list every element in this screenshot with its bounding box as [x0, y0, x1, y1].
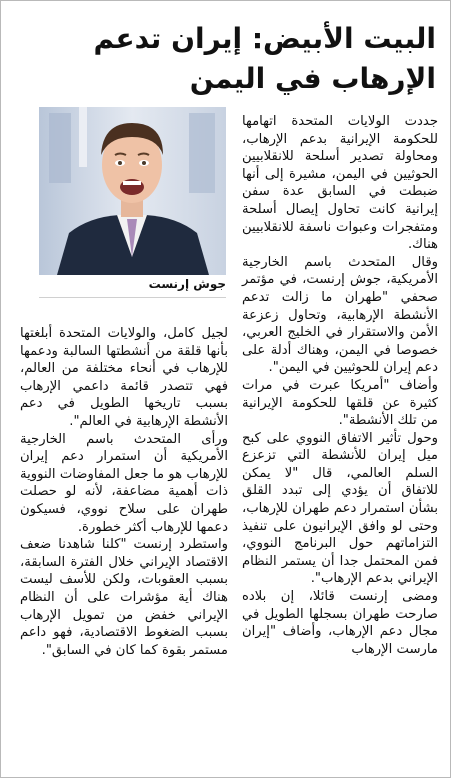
paragraph: لجيل كامل، والولايات المتحدة أبلغتها بأنها قلقة من أنشطتها السالبة ودعمها للإرهاب في أنحاء مختلفة من العالم، فهي تتصدر قائمة داعمي الإرهاب بسبب تاريخها الطويل في دعم الأنشطة الإرهابية في العالم". [20, 326, 228, 429]
headline-line-2: الإرهاب في اليمن [189, 62, 436, 95]
speaker-portrait-image [39, 107, 226, 275]
headline [15, 19, 436, 99]
caption-divider [39, 297, 226, 298]
paragraph: وقال المتحدث باسم الخارجية الأمريكية، جوش إرنست، في مؤتمر صحفي "طهران ما زالت تدعم الأنشطة الإرهابية، وتحاول زعزعة الأمن والاستقرار في الخليج العربي، خصوصا في اليمن، وهناك أدلة على دعم إيران للحوثيين في اليمن". [242, 254, 438, 376]
paragraph: وأضاف "أمريكا عبرت في مرات كثيرة عن قلقها للحكومة الإيرانية من تلك الأنشطة". [242, 377, 438, 429]
paragraph: وحول تأثير الاتفاق النووي على كبح ميل إيران للأنشطة التي تزعزع السلم العالمي، قال "لا يمكن للاتفاق أن يؤدي إلى تبدد القلق بشأن استمرار دعم طهران للإرهاب، وحتى لو وافق الإيرانيون على تنفيذ التزاماتهم حول البرنامج النووي، فمن المحتمل جدا أن يستمر النظام الإيراني بدعم الإرهاب". [242, 430, 438, 587]
paragraph: جددت الولايات المتحدة اتهامها للحكومة الإيرانية بدعم الإرهاب، ومحاولة تصدير أسلحة للانقلابيين الحوثيين في اليمن، مشيرة إلى أنها ضبطت في السابق عدة سفن إيرانية كانت تحاول إيصال أسلحة ومتفجرات وعبوات ناسفة للانقلابيين هناك. [242, 114, 438, 253]
article-column-right [242, 113, 438, 658]
paragraph: ومضى إرنست قائلا، إن بلاده صارحت طهران بسجلها الطويل في مجال دعم الإرهاب، وأضاف "إيران مارست الإرهاب [242, 589, 438, 657]
headline-line-1: البيت الأبيض: إيران تدعم [93, 22, 436, 55]
article-column-left [20, 325, 228, 659]
speaker-photo [39, 107, 226, 275]
paragraph: ورأى المتحدث باسم الخارجية الأمريكية أن استمرار دعم إيران للإرهاب هو ما جعل المفاوضات النووية ذات أهمية مضاعفة، لأنه لو حصلت طهران على سلاح نووي، فسيكون دعمها للإرهاب أكثر خطورة. [20, 431, 228, 535]
paragraph: واستطرد إرنست "كلنا شاهدنا ضعف الاقتصاد الإيراني خلال الفترة السابقة، بسبب العقوبات، ولكن للأسف ليست هناك أية مؤشرات على أن النظام الإيراني خفض من تمويل الإرهاب بسبب الضغوط الاقتصادية، فهو داعم مستمر بقوة كما كان في السابق". [20, 537, 228, 658]
photo-caption: جوش إرنست [148, 277, 226, 291]
